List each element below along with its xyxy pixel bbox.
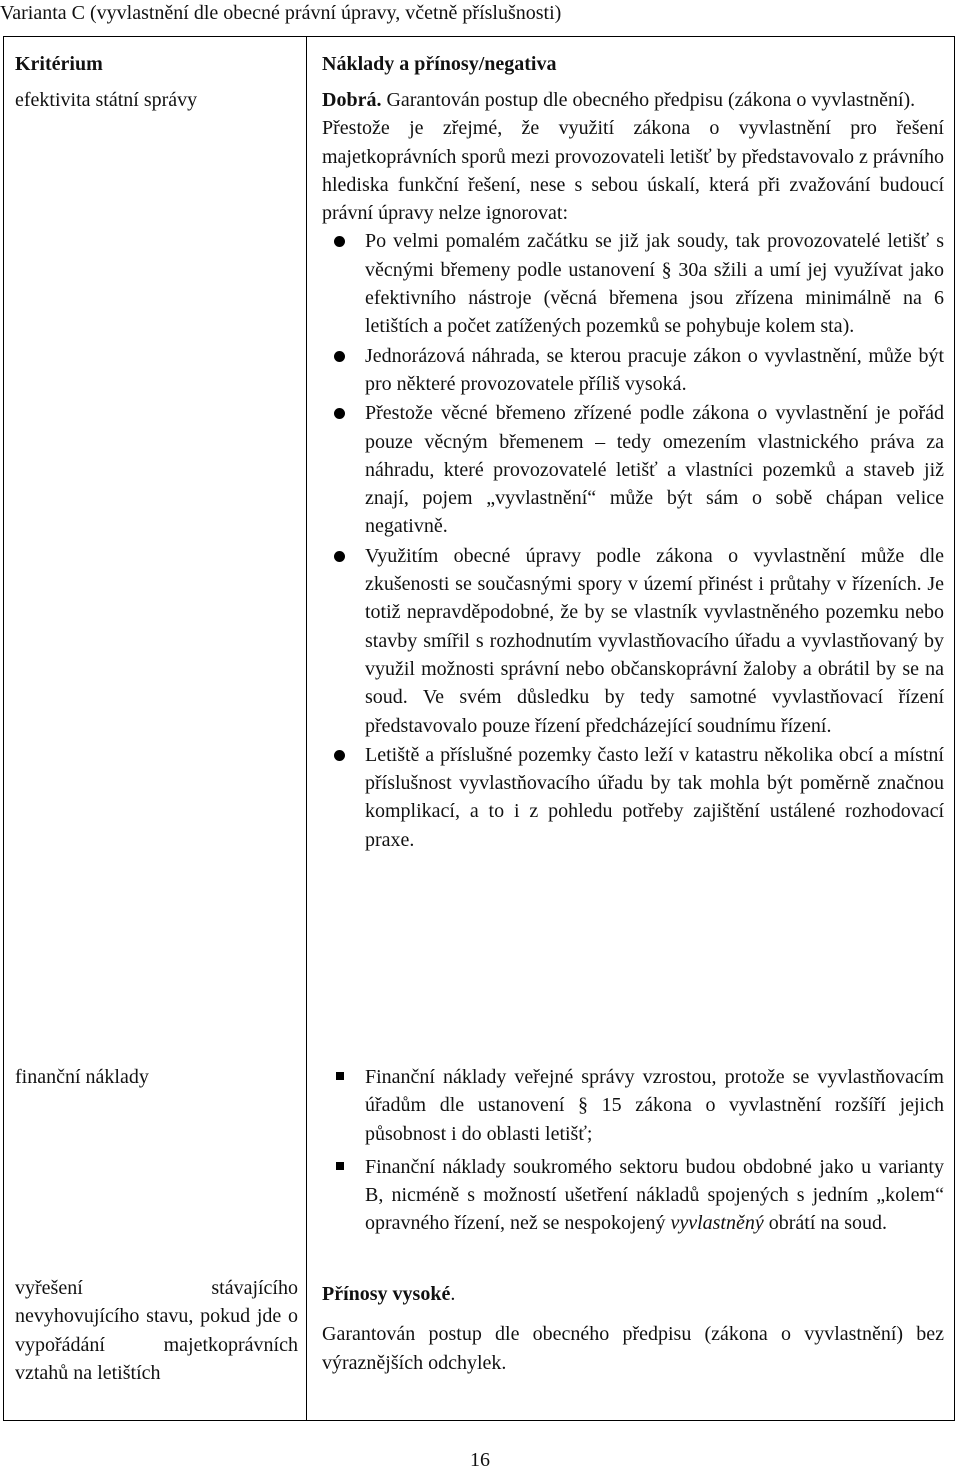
row2-criterion: finanční náklady (15, 1066, 149, 1088)
column-divider (306, 37, 307, 1420)
bullet-dot-icon (334, 408, 345, 419)
list-item-text: Finanční náklady veřejné správy vzrostou, protože se vyvlastňovacím úřadům dle ustanovení § 15 zákona o vyvlastnění rozšíří jejich působnost i do oblasti letišť; (365, 1066, 944, 1145)
list-item-text (365, 1156, 944, 1235)
page-number: 16 (470, 1449, 490, 1471)
row2-content (322, 1063, 944, 1243)
row3-content (322, 1280, 944, 1377)
list-item-text: Po velmi pomalém začátku se již jak soudy, tak provozovatelé letišť s věcnými břemeny podle ustanovení § 30a sžili a umí jej využívat jako efektivního nástroje (věcná břemena jsou zřízena minimálně na 6 letištích a počet zatížených pozemků se pohybuje kolem sta). (365, 230, 944, 338)
list-item (322, 399, 944, 540)
bullet-dot-icon (334, 551, 345, 562)
bullet-dot-icon (334, 750, 345, 761)
row3-lead (322, 1280, 944, 1308)
row1-lead-bold: Dobrá. (322, 89, 382, 111)
row1-criterion: efektivita státní správy (15, 89, 198, 111)
list-item (322, 1063, 944, 1148)
bullet2-text: Finanční náklady soukromého sektoru budou obdobné jako u varianty B, nicméně s možností ušetření nákladů spojených s jedním „kolem“ opravného řízení, než se nespokojený (365, 1155, 944, 1235)
list-item-text: Jednorázová náhrada, se kterou pracuje zákon o vyvlastnění, může být pro některé provozovatele příliš vysoká. (365, 344, 944, 395)
row3-text: Garantován postup dle obecného předpisu (zákona o vyvlastnění) bez výraznějších odchylek. (322, 1323, 944, 1374)
row1-lead-text: Garantován postup dle obecného předpisu (zákona o vyvlastnění). (381, 89, 916, 111)
list-item (322, 227, 944, 340)
bullet-square-icon (336, 1162, 344, 1170)
row1-content (322, 86, 944, 855)
row3-lead-bold: Přínosy vysoké (322, 1283, 451, 1305)
row1-bullet-list (322, 227, 944, 854)
spacer (322, 1308, 944, 1320)
header-impact: Náklady a přínosy/negativa (322, 53, 557, 75)
list-item-text: Přestože věcné břemeno zřízené podle zákona o vyvlastnění je pořád pouze věcným břemenem – tedy omezením vlastnického práva za náhradu, které provozovatelé letišť a vlastníci pozemků a staveb již znají, pojem „vyvlastnění“ může být sám o sobě chápan velice negativně. (365, 402, 944, 538)
bullet2-tail: obrátí na soud. (763, 1212, 888, 1235)
row3-lead-dot: . (450, 1283, 456, 1305)
list-item-text: Letiště a příslušné pozemky často leží v katastru několika obcí a místní příslušnost vyvlastňovacího úřadu by tak mohla být poměrně značnou komplikací, a to i z pohledu potřeby zajištění ustálené rozhodovací praxe. (365, 743, 944, 851)
row2-bullet-list (322, 1063, 944, 1238)
list-item (322, 1153, 944, 1238)
list-item (322, 342, 944, 399)
row1-lead (322, 86, 944, 114)
bullet-dot-icon (334, 351, 345, 362)
row3-criterion-text: vyřešení stávajícího nevyhovujícího stavu, pokud jde o vypořádání majetkoprávních vztahů na letištích (15, 1277, 298, 1384)
bullet2-italic: vyvlastněný (670, 1212, 764, 1235)
row3-criterion (15, 1274, 298, 1387)
page-heading: Varianta C (vyvlastnění dle obecné právní úpravy, včetně příslušnosti) (0, 2, 562, 24)
list-item-text: Využitím obecné úpravy podle zákona o vyvlastnění může dle zkušenosti se současnými spory v území přinést i průtahy v řízeních. Je totiž nepravděpodobné, že by se vlastník vyvlastněného pozemku nebo stavby smířil s rozhodnutím vyvlastňovacího úřadu a vyvlastňovaný by využil možnosti správní nebo občanskoprávní žaloby a obrátil by se na soud. Ve svém důsledku by tedy samotné vyvlastňovací řízení představovalo pouze řízení předcházející soudnímu řízení. (365, 544, 944, 737)
row1-intro: Přestože je zřejmé, že využití zákona o vyvlastnění pro řešení majetkoprávních sporů mezi provozovateli letišť by představovalo z právního hlediska funkční řešení, nese s sebou úskalí, která při zvažování budoucí právní úpravy nelze ignorovat: (322, 117, 944, 225)
bullet-dot-icon (334, 236, 345, 247)
list-item (322, 542, 944, 740)
list-item (322, 741, 944, 854)
header-criterion: Kritérium (15, 53, 103, 75)
bullet-square-icon (336, 1072, 344, 1080)
